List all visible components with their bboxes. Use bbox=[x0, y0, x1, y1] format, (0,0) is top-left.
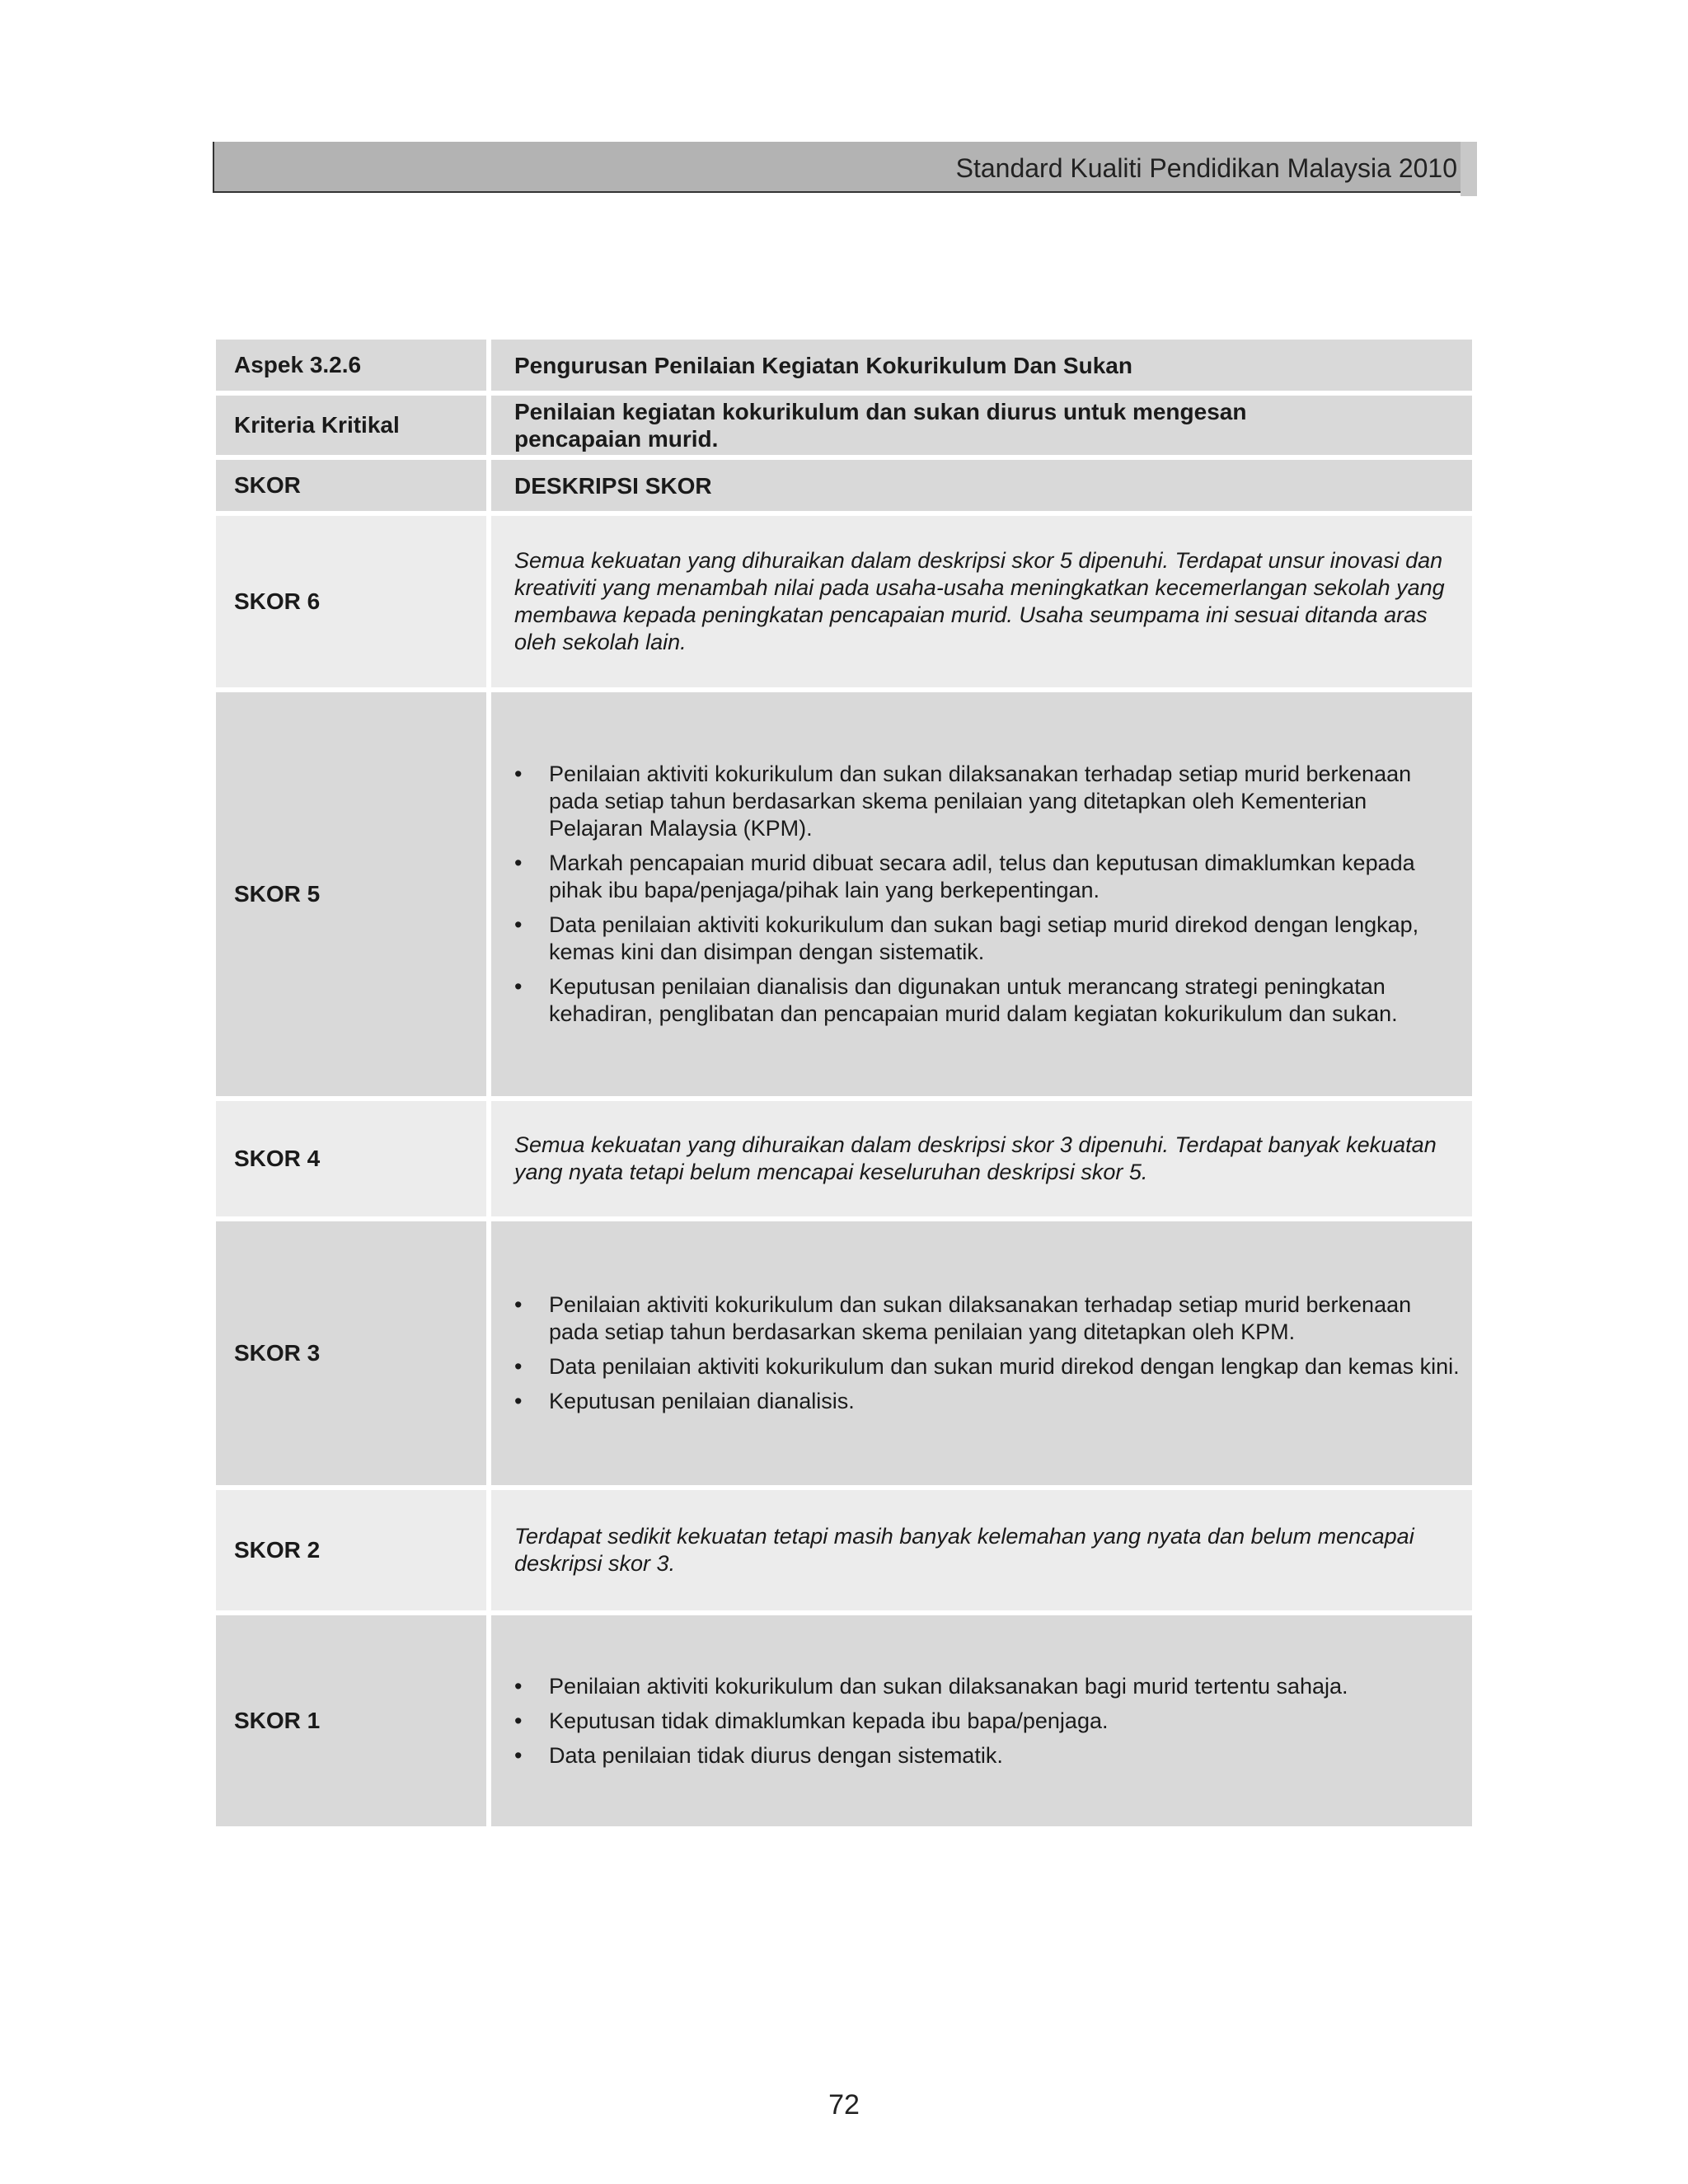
row-skor-1 bbox=[216, 1615, 1472, 1826]
page-number: 72 bbox=[828, 2089, 860, 2121]
bullet-item: • Markah pencapaian murid dibuat secara adil, telus dan keputusan dimaklumkan kepada pihak ibu bapa/penjaga/pihak lain yang berkepentingan. bbox=[514, 850, 1461, 904]
row-skor-6 bbox=[216, 516, 1472, 687]
skor-label: SKOR 2 bbox=[216, 1490, 486, 1610]
skor-label: SKOR 5 bbox=[216, 692, 486, 1096]
skor-description bbox=[491, 1615, 1472, 1826]
row-skor-3 bbox=[216, 1221, 1472, 1485]
row-column-headers bbox=[216, 460, 1472, 511]
aspek-label: Aspek 3.2.6 bbox=[216, 340, 486, 391]
bullet-item: • Penilaian aktiviti kokurikulum dan sukan dilaksanakan terhadap setiap murid berkenaan pada setiap tahun berdasarkan skema penilaian yang ditetapkan oleh KPM. bbox=[514, 1291, 1461, 1346]
skor-description bbox=[491, 1221, 1472, 1485]
column-header-skor: SKOR bbox=[216, 460, 486, 511]
header-shadow bbox=[1461, 142, 1477, 196]
skor-label: SKOR 1 bbox=[216, 1615, 486, 1826]
header-title: Standard Kualiti Pendidikan Malaysia 2010 bbox=[955, 153, 1457, 183]
skor-description bbox=[491, 692, 1472, 1096]
skor-label: SKOR 3 bbox=[216, 1221, 486, 1485]
bullet-item: • Data penilaian aktiviti kokurikulum dan sukan murid direkod dengan lengkap dan kemas kini. bbox=[514, 1353, 1461, 1380]
running-header bbox=[213, 142, 1475, 193]
row-aspek bbox=[216, 340, 1472, 391]
row-skor-4 bbox=[216, 1101, 1472, 1216]
row-skor-2 bbox=[216, 1490, 1472, 1610]
skor-label: SKOR 4 bbox=[216, 1101, 486, 1216]
skor-label: SKOR 6 bbox=[216, 516, 486, 687]
bullet-item: • Keputusan penilaian dianalisis. bbox=[514, 1388, 1461, 1415]
bullet-item: • Keputusan penilaian dianalisis dan digunakan untuk merancang strategi peningkatan kehadiran, penglibatan dan pencapaian murid dalam kegiatan kokurikulum dan sukan. bbox=[514, 973, 1461, 1028]
skor-description: Semua kekuatan yang dihuraikan dalam deskripsi skor 5 dipenuhi. Terdapat unsur inovasi dan kreativiti yang menambah nilai pada usaha-usaha meningkatkan kecemerlangan sekolah yang membawa kepada peningkatan pencapaian murid. Usaha seumpama ini sesuai ditanda aras oleh sekolah lain. bbox=[491, 516, 1472, 687]
kriteria-label: Kriteria Kritikal bbox=[216, 396, 486, 455]
skor-description: Terdapat sedikit kekuatan tetapi masih banyak kelemahan yang nyata dan belum mencapai deskripsi skor 3. bbox=[491, 1490, 1472, 1610]
row-kriteria bbox=[216, 396, 1472, 455]
bullet-item: • Keputusan tidak dimaklumkan kepada ibu bapa/penjaga. bbox=[514, 1708, 1461, 1735]
bullet-item: • Data penilaian tidak diurus dengan sistematik. bbox=[514, 1742, 1461, 1769]
rubric-table bbox=[216, 340, 1472, 1831]
kriteria-value: Penilaian kegiatan kokurikulum dan sukan diurus untuk mengesan pencapaian murid. bbox=[491, 396, 1472, 455]
skor-description: Semua kekuatan yang dihuraikan dalam deskripsi skor 3 dipenuhi. Terdapat banyak kekuatan yang nyata tetapi belum mencapai keseluruhan deskripsi skor 5. bbox=[491, 1101, 1472, 1216]
aspek-value: Pengurusan Penilaian Kegiatan Kokurikulum Dan Sukan bbox=[491, 340, 1472, 391]
bullet-item: • Penilaian aktiviti kokurikulum dan sukan dilaksanakan terhadap setiap murid berkenaan pada setiap tahun berdasarkan skema penilaian yang ditetapkan oleh Kementerian Pelajaran Malaysia (KPM). bbox=[514, 761, 1461, 842]
column-header-deskripsi: DESKRIPSI SKOR bbox=[491, 460, 1472, 511]
row-skor-5 bbox=[216, 692, 1472, 1096]
bullet-item: • Penilaian aktiviti kokurikulum dan sukan dilaksanakan bagi murid tertentu sahaja. bbox=[514, 1673, 1461, 1700]
bullet-item: • Data penilaian aktiviti kokurikulum dan sukan bagi setiap murid direkod dengan lengkap, kemas kini dan disimpan dengan sistematik. bbox=[514, 912, 1461, 966]
